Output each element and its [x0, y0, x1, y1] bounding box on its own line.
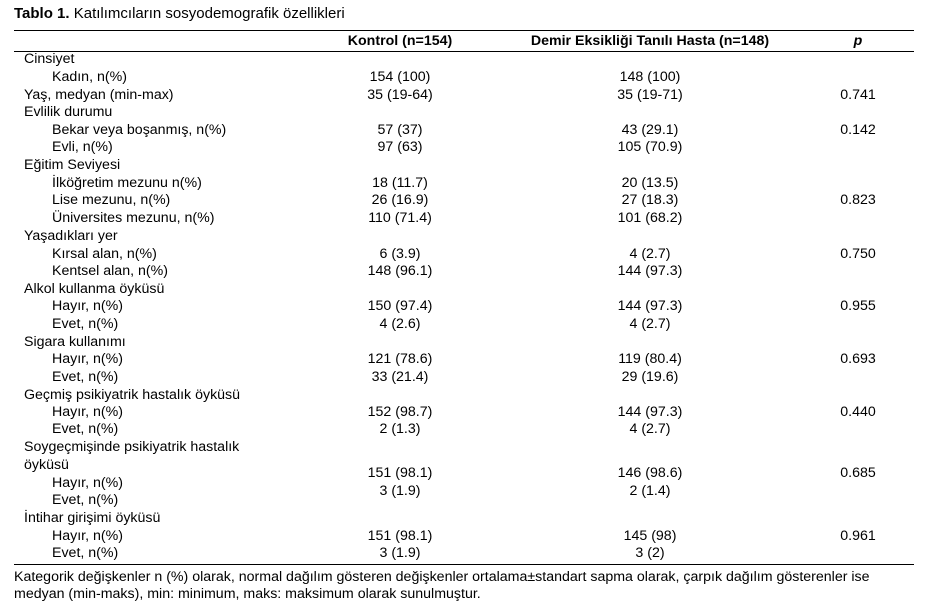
- table-cell: 145 (98): [623, 528, 677, 544]
- table-cell: 144 (97.3): [617, 298, 683, 314]
- p-value: 0.440: [840, 404, 876, 420]
- row-label: Evlilik durumu: [24, 104, 113, 120]
- table-cell: 20 (13.5): [621, 175, 679, 191]
- row-label: Cinsiyet: [24, 51, 75, 67]
- table-cell: 121 (78.6): [367, 351, 433, 367]
- row-sublabel: Kadın, n(%): [52, 69, 127, 85]
- table-number: Tablo 1.: [14, 5, 70, 22]
- p-value: 0.823: [840, 192, 876, 208]
- table-cell: 35 (19-64): [367, 87, 433, 103]
- table-cell: 144 (97.3): [617, 404, 683, 420]
- table-cell: 152 (98.7): [367, 404, 433, 420]
- table-cell: 57 (37): [377, 122, 423, 138]
- row-label: Geçmiş psikiyatrik hastalık öyküsü: [24, 387, 241, 403]
- table-cell: 33 (21.4): [371, 369, 429, 385]
- table-cell: 119 (80.4): [618, 351, 682, 367]
- table-cell: 151 (98.1): [367, 465, 433, 481]
- table-cell: 26 (16.9): [371, 192, 429, 208]
- row-sublabel: Hayır, n(%): [52, 475, 123, 491]
- row-sublabel: Hayır, n(%): [52, 528, 123, 544]
- row-label: Yaşadıkları yer: [24, 228, 118, 244]
- row-label: Yaş, medyan (min-max): [24, 87, 174, 103]
- top-rule: [14, 30, 914, 31]
- table-cell: 146 (98.6): [617, 465, 683, 481]
- table-cell: 3 (1.9): [379, 483, 421, 499]
- table-cell: 18 (11.7): [372, 175, 428, 191]
- table-cell: 35 (19-71): [617, 87, 683, 103]
- row-sublabel: Lise mezunu, n(%): [52, 192, 171, 208]
- table-cell: 97 (63): [377, 139, 423, 155]
- row-sublabel: Bekar veya boşanmış, n(%): [52, 122, 227, 138]
- p-value: 0.750: [840, 246, 876, 262]
- table-caption: Katılımcıların sosyodemografik özellikleri: [73, 5, 345, 22]
- p-value: 0.693: [840, 351, 876, 367]
- table-cell: 6 (3.9): [379, 246, 421, 262]
- bottom-rule: [14, 564, 914, 565]
- table-cell: 148 (100): [619, 69, 681, 85]
- p-value: 0.741: [840, 87, 876, 103]
- table-cell: 4 (2.7): [629, 421, 671, 437]
- table-cell: 110 (71.4): [368, 210, 432, 226]
- table-cell: 2 (1.3): [379, 421, 421, 437]
- row-sublabel: Evet, n(%): [52, 421, 119, 437]
- table-cell: 4 (2.6): [379, 316, 421, 332]
- row-label: Sigara kullanımı: [24, 334, 126, 350]
- row-sublabel: Evet, n(%): [52, 369, 119, 385]
- header-p: p: [853, 33, 863, 49]
- table-cell: 148 (96.1): [367, 263, 433, 279]
- table-cell: 4 (2.7): [629, 316, 671, 332]
- table-cell: 3 (2): [635, 545, 665, 561]
- table-title: [14, 5, 345, 22]
- row-sublabel: Evet, n(%): [52, 316, 119, 332]
- row-sublabel: İlköğretim mezunu n(%): [52, 175, 202, 191]
- row-sublabel: Hayır, n(%): [52, 351, 123, 367]
- row-label: öyküsü: [24, 457, 69, 473]
- p-value: 0.955: [840, 298, 876, 314]
- row-sublabel: Evet, n(%): [52, 545, 119, 561]
- row-label: İntihar girişimi öyküsü: [24, 510, 161, 526]
- table-cell: 144 (97.3): [617, 263, 683, 279]
- row-label: Soygeçmişinde psikiyatrik hastalık: [24, 439, 240, 455]
- table-cell: 2 (1.4): [629, 483, 671, 499]
- header-rule: [14, 51, 914, 52]
- header-hasta: Demir Eksikliği Tanılı Hasta (n=148): [530, 33, 770, 49]
- table-cell: 43 (29.1): [621, 122, 679, 138]
- table-cell: 4 (2.7): [629, 246, 671, 262]
- footnote: Kategorik değişkenler n (%) olarak, normal dağılım gösteren değişkenler ortalama±standart sapma olarak, çarpık dağılım gösterenler ise medyan (min-maks), min: minimum, maks: maksimum olarak sunulmuştur.: [14, 569, 870, 602]
- row-sublabel: Kentsel alan, n(%): [52, 263, 168, 279]
- header-kontrol: Kontrol (n=154): [347, 33, 453, 49]
- table-cell: 101 (68.2): [617, 210, 683, 226]
- row-sublabel: Hayır, n(%): [52, 298, 123, 314]
- row-sublabel: Üniversites mezunu, n(%): [52, 210, 215, 226]
- row-sublabel: Kırsal alan, n(%): [52, 246, 157, 262]
- table-cell: 151 (98.1): [367, 528, 433, 544]
- table-cell: 27 (18.3): [621, 192, 679, 208]
- row-sublabel: Evli, n(%): [52, 139, 113, 155]
- row-sublabel: Evet, n(%): [52, 492, 119, 508]
- row-label: Eğitim Seviyesi: [24, 157, 121, 173]
- p-value: 0.685: [840, 465, 876, 481]
- p-value: 0.142: [840, 122, 876, 138]
- table-cell: 29 (19.6): [621, 369, 679, 385]
- row-label: Alkol kullanma öyküsü: [24, 281, 165, 297]
- table-cell: 150 (97.4): [367, 298, 433, 314]
- row-sublabel: Hayır, n(%): [52, 404, 123, 420]
- p-value: 0.961: [840, 528, 876, 544]
- table-cell: 105 (70.9): [617, 139, 683, 155]
- table-cell: 154 (100): [369, 69, 431, 85]
- table-cell: 3 (1.9): [379, 545, 421, 561]
